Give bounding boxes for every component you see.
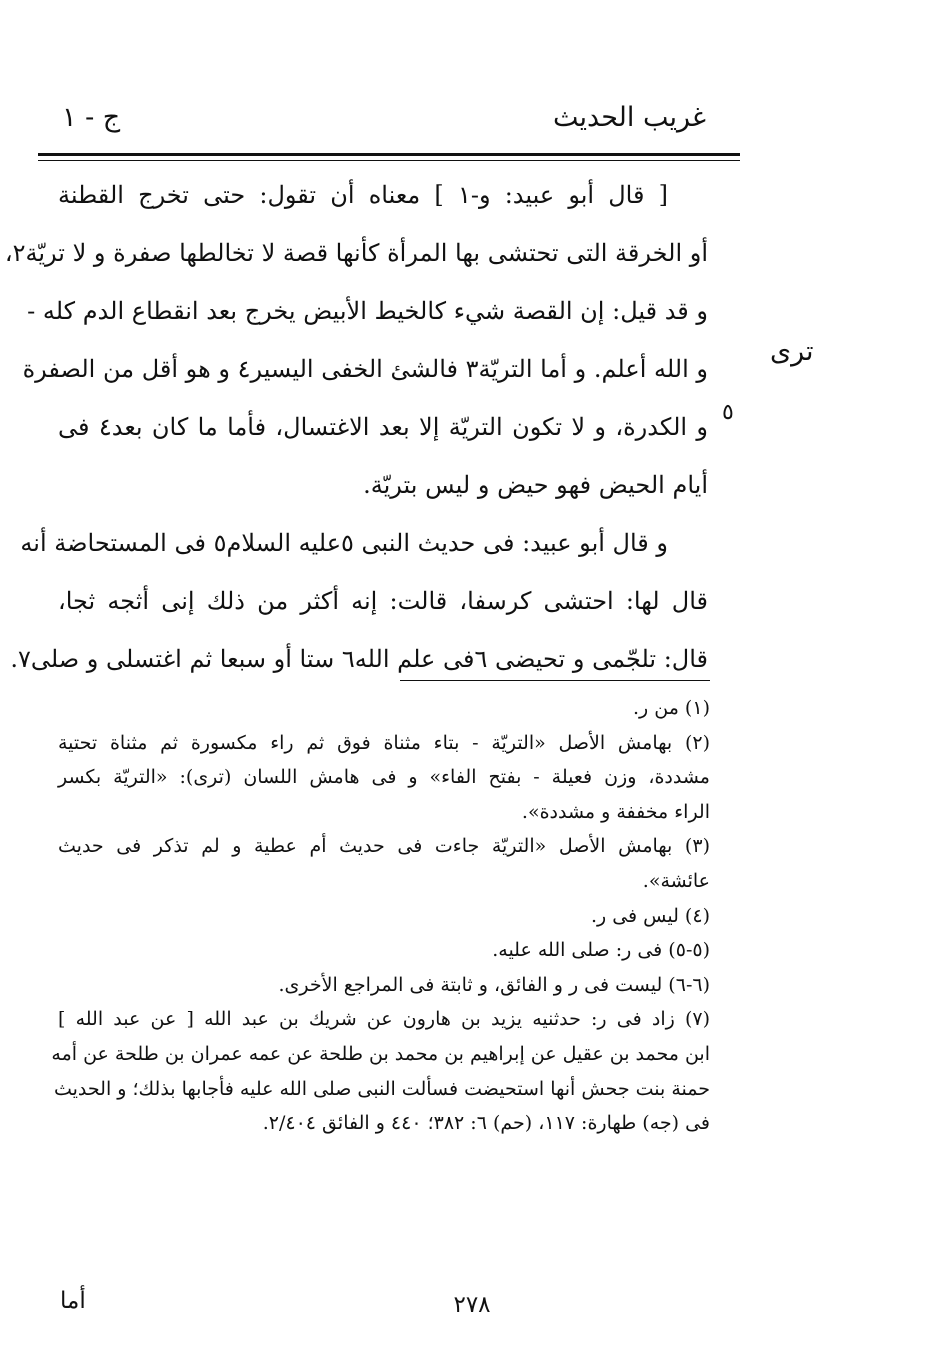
footnotes	[51, 691, 710, 1141]
text-line: [ قال أبو عبيد: و-١ ] معناه أن تقول: حتى تخرج القطنة	[58, 181, 668, 209]
footnote-line: ابن محمد بن عقيل عن إبراهيم بن محمد بن طلحة عن عمه عمران بن طلحة عن أمه	[51, 1042, 710, 1065]
footnote-line: الراء مخففة و مشددة».	[521, 800, 710, 823]
footnote-line: (٤) ليس فى ر.	[590, 904, 710, 927]
text-line: أو الخرقة التى تحتشى بها المرأة كأنها قصة لا تخالطها صفرة و لا تريّة٢،	[4, 239, 708, 267]
footnote-separator	[400, 680, 710, 681]
footnote-line: (٢) بهامش الأصل «التريّة - بتاء مثناة فوق ثم راء مكسورة ثم مثناة تحتية	[58, 731, 710, 754]
text-line: و قال أبو عبيد: فى حديث النبى ٥عليه السلام٥ فى المستحاضة أنه	[20, 529, 668, 557]
footnote-line: حمنة بنت جحش أنها استحيضت فسألت النبى صلى الله عليه فأجابها بذلك؛ و الحديث	[53, 1077, 710, 1100]
text-line: و الكدرة، و لا تكون التريّة إلا بعد الاغتسال، فأما ما كان بعد٤ فى	[58, 413, 709, 441]
footnote-line: فى (جه) طهارة: ١١٧، (حم) ٦: ٣٨٢؛ ٤٤٠ و الفائق ٢/٤٠٤.	[262, 1112, 710, 1135]
footnote-line: (٧) زاد فى ر: حدثنيه يزيد بن هارون عن شريك بن عبد الله [ عن عبد الله ]	[58, 1008, 710, 1031]
footnote-line: (٥-٥) فى ر: صلى الله عليه.	[492, 939, 710, 962]
header-rule-thin	[38, 160, 740, 161]
volume-label: ج - ١	[62, 102, 121, 133]
margin-keyword: ترى	[770, 336, 814, 367]
text-line: و قد قيل: إن القصة شيء كالخيط الأبيض يخرج بعد انقطاع الدم كله -	[27, 297, 708, 325]
main-text	[4, 166, 709, 688]
footnote-line: عائشة».	[642, 869, 710, 892]
running-title: غريب الحديث	[553, 102, 706, 133]
footnote-line: (٦-٦) ليست فى ر و الفائق، و ثابتة فى المراجع الأخرى.	[278, 973, 710, 996]
catchword: أما	[60, 1288, 86, 1314]
text-line: أيام الحيض فهو حيض و ليس بتريّة.	[363, 471, 708, 499]
text-line: قال لها: احتشى كرسفا، قالت: إنه أكثر من ذلك إنى أثجه ثجا،	[58, 587, 709, 615]
footnote-line: (٣) بهامش الأصل «التريّة جاءت فى حديث أم عطية و لم تذكر فى حديث	[58, 835, 710, 858]
page-number: ٢٧٨	[453, 1292, 491, 1318]
text-line: و الله أعلم. و أما التريّة٣ فالشئ الخفى اليسير٤ و هو أقل من الصفرة	[22, 355, 708, 383]
footnote-line: (١) من ر.	[633, 697, 710, 719]
text-line: قال: تلجّمى و تحيضى ٦فى علم الله٦ ستا أو سبعا ثم اغتسلى و صلى٧.	[10, 645, 708, 673]
margin-line-number: ٥	[722, 400, 734, 425]
header-rule-thick	[38, 153, 740, 156]
footnote-line: مشددة، وزن فعيلة - بفتح الفاء» و فى هامش اللسان (ترى): «التريّة بكسر	[58, 766, 710, 789]
